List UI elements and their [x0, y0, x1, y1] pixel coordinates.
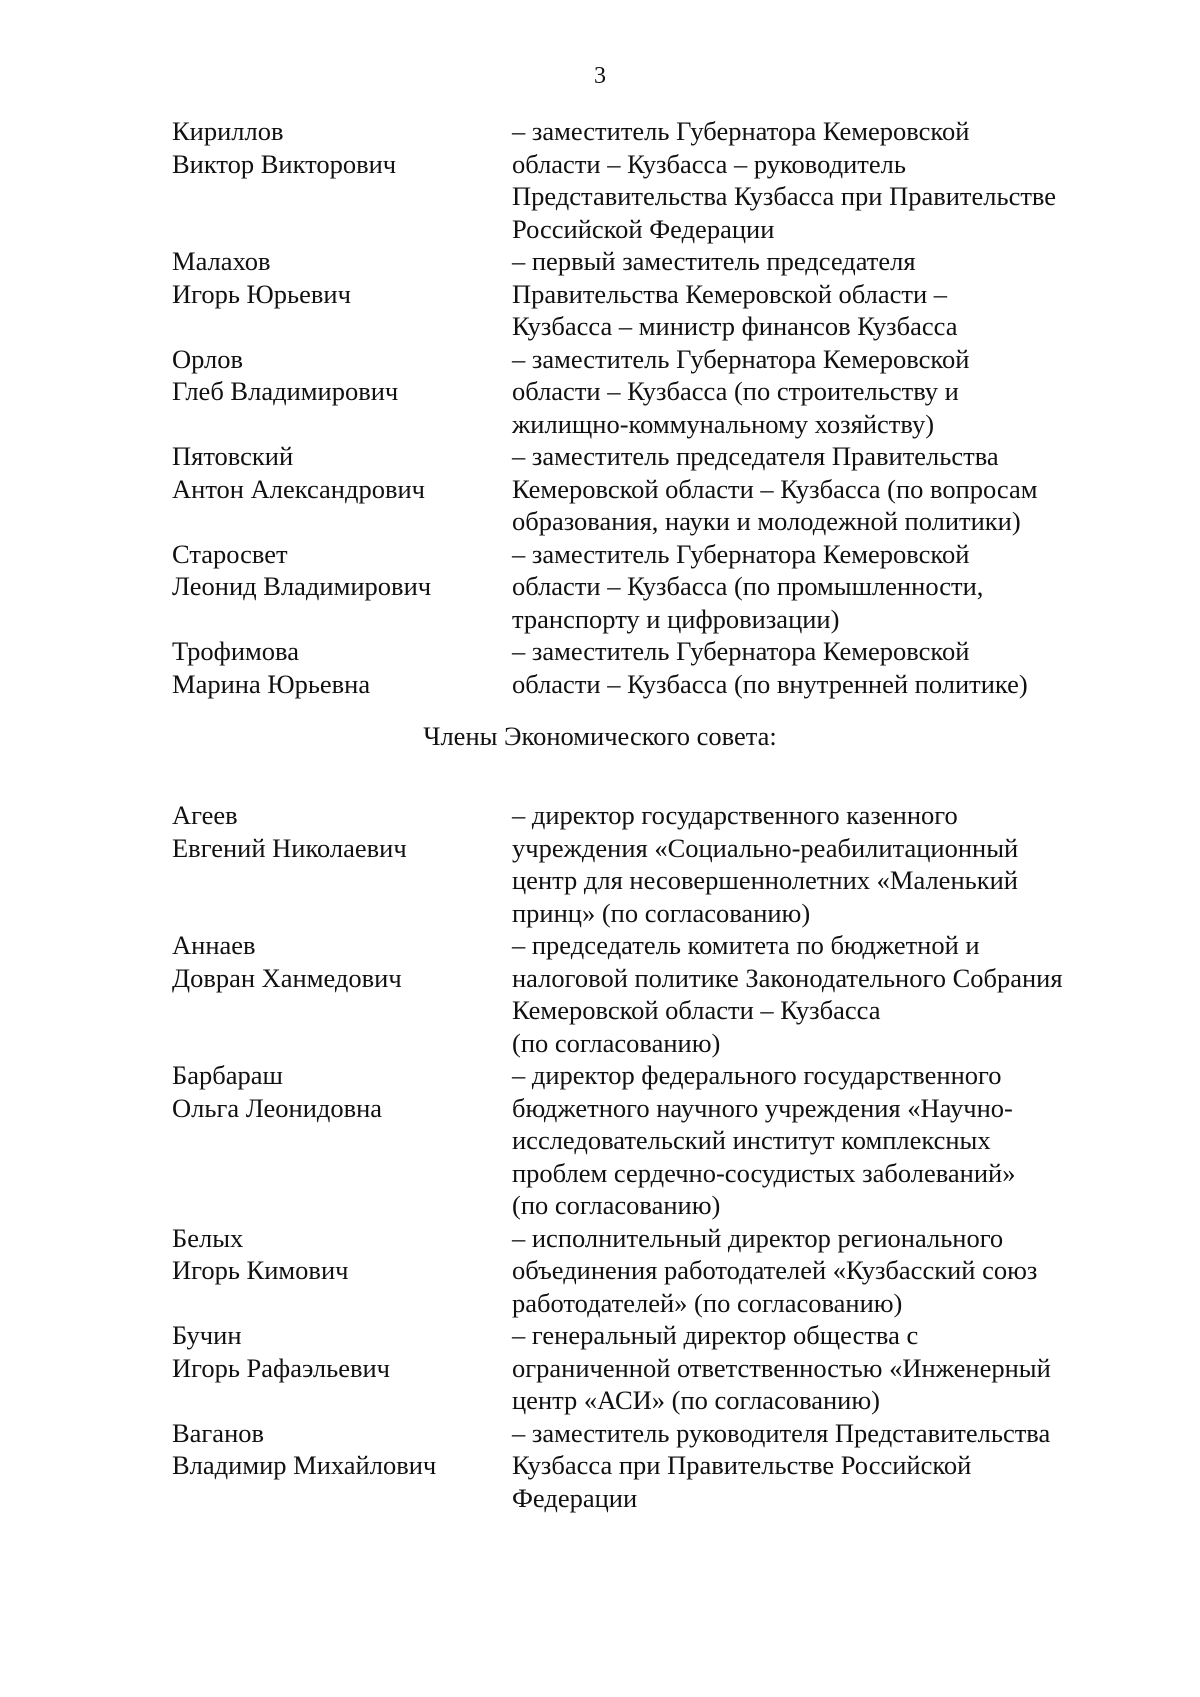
role-line: – заместитель Губернатора Кемеровской — [512, 636, 970, 666]
role-line: Кемеровской области – Кузбасса (по вопросам — [512, 473, 1038, 504]
role-line: – заместитель председателя Правительства — [512, 441, 999, 471]
role-line: – директор федерального государственного — [512, 1060, 1002, 1090]
person-role — [512, 245, 1132, 343]
role-line: работодателей» (по согласованию) — [512, 1287, 903, 1318]
members-list — [172, 799, 1132, 1514]
person-name — [172, 929, 512, 1059]
role-line: ограниченной ответственностью «Инженерный — [512, 1352, 1051, 1383]
role-line: Кузбасса при Правительстве Российской — [512, 1450, 972, 1480]
person-entry — [172, 1417, 1132, 1515]
person-surname: Кириллов — [172, 116, 284, 146]
role-line: (по согласованию) — [512, 1027, 721, 1058]
person-given-names: Владимир Михайлович — [172, 1450, 437, 1480]
person-entry — [172, 1222, 1132, 1320]
role-line: центр для несовершеннолетних «Маленький — [512, 865, 1018, 895]
person-given-names: Глеб Владимирович — [172, 376, 399, 406]
role-line: Федерации — [512, 1482, 638, 1513]
page-number: 3 — [594, 63, 606, 89]
role-line: исследовательский институт комплексных — [512, 1125, 991, 1155]
role-line: – заместитель Губернатора Кемеровской — [512, 343, 970, 374]
person-surname: Барбараш — [172, 1060, 283, 1090]
person-given-names: Игорь Рафаэльевич — [172, 1352, 390, 1383]
role-line: области – Кузбасса (по внутренней политике) — [512, 668, 1028, 699]
role-line: области – Кузбасса – руководитель — [512, 148, 906, 179]
person-surname: Белых — [172, 1222, 244, 1253]
person-entry — [172, 440, 1132, 538]
person-name — [172, 1222, 512, 1320]
role-line: – исполнительный директор регионального — [512, 1222, 1004, 1253]
person-name — [172, 635, 512, 700]
person-given-names: Леонид Владимирович — [172, 571, 432, 601]
person-role — [512, 1417, 1132, 1515]
role-line: – заместитель Губернатора Кемеровской — [512, 116, 970, 146]
person-role — [512, 538, 1132, 636]
person-entry — [172, 635, 1132, 700]
person-role — [512, 929, 1132, 1059]
person-surname: Бучин — [172, 1320, 242, 1350]
person-entry — [172, 343, 1132, 441]
person-entry — [172, 245, 1132, 343]
person-name — [172, 115, 512, 245]
person-given-names: Игорь Кимович — [172, 1255, 349, 1285]
person-entry — [172, 115, 1132, 245]
person-given-names: Ольга Леонидовна — [172, 1092, 383, 1123]
person-entry — [172, 799, 1132, 929]
role-line: принц» (по согласованию) — [512, 897, 811, 928]
person-role — [512, 440, 1132, 538]
person-name — [172, 245, 512, 343]
person-name — [172, 799, 512, 929]
person-role — [512, 1319, 1132, 1417]
role-line: объединения работодателей «Кузбасский союз — [512, 1255, 1038, 1285]
person-role — [512, 343, 1132, 441]
person-surname: Орлов — [172, 343, 244, 374]
person-role — [512, 799, 1132, 929]
role-line: Правительства Кемеровской области – — [512, 278, 948, 309]
person-given-names: Евгений Николаевич — [172, 832, 407, 863]
person-name — [172, 538, 512, 636]
role-line: жилищно-коммунальному хозяйству) — [512, 408, 935, 439]
role-line: транспорту и цифровизации) — [512, 603, 840, 634]
person-surname: Малахов — [172, 246, 271, 276]
person-role — [512, 115, 1132, 245]
leadership-list — [172, 115, 1132, 700]
role-line: образования, науки и молодежной политики) — [512, 506, 1021, 536]
role-line: Представительства Кузбасса при Правительстве — [512, 181, 1057, 211]
person-surname: Аннаев — [172, 930, 256, 960]
role-line: учреждения «Социально-реабилитационный — [512, 832, 1019, 863]
person-name — [172, 440, 512, 538]
role-line: – директор государственного казенного — [512, 800, 958, 830]
person-name — [172, 1059, 512, 1222]
role-line: проблем сердечно-сосудистых заболеваний» — [512, 1157, 1016, 1188]
role-line: – председатель комитета по бюджетной и — [512, 930, 980, 960]
person-name — [172, 1417, 512, 1515]
person-role — [512, 1059, 1132, 1222]
role-line: центр «АСИ» (по согласованию) — [512, 1385, 880, 1415]
role-line: Российской Федерации — [512, 213, 775, 244]
person-entry — [172, 538, 1132, 636]
person-given-names: Довран Ханмедович — [172, 962, 402, 993]
person-given-names: Игорь Юрьевич — [172, 278, 351, 309]
person-role — [512, 1222, 1132, 1320]
role-line: – заместитель Губернатора Кемеровской — [512, 538, 970, 569]
person-given-names: Антон Александрович — [172, 473, 425, 504]
person-entry — [172, 1059, 1132, 1222]
role-line: области – Кузбасса (по строительству и — [512, 376, 959, 406]
role-line: бюджетного научного учреждения «Научно- — [512, 1092, 1013, 1123]
role-line: области – Кузбасса (по промышленности, — [512, 571, 984, 601]
person-surname: Трофимова — [172, 636, 299, 666]
person-given-names: Виктор Викторович — [172, 148, 397, 179]
person-name — [172, 343, 512, 441]
role-line: – заместитель руководителя Представительства — [512, 1417, 1051, 1448]
person-surname: Агеев — [172, 800, 238, 830]
role-line: – генеральный директор общества с — [512, 1320, 919, 1350]
person-name — [172, 1319, 512, 1417]
person-role — [512, 635, 1132, 700]
role-line: – первый заместитель председателя — [512, 246, 916, 276]
role-line: (по согласованию) — [512, 1190, 721, 1220]
members-heading: Члены Экономического совета: — [423, 721, 777, 751]
person-surname: Старосвет — [172, 538, 288, 569]
person-given-names: Марина Юрьевна — [172, 668, 371, 699]
person-surname: Пятовский — [172, 441, 294, 471]
person-entry — [172, 1319, 1132, 1417]
role-line: налоговой политике Законодательного Собрания — [512, 962, 1063, 993]
person-entry — [172, 929, 1132, 1059]
role-line: Кузбасса – министр финансов Кузбасса — [512, 311, 958, 341]
person-surname: Ваганов — [172, 1417, 265, 1448]
role-line: Кемеровской области – Кузбасса — [512, 995, 881, 1025]
